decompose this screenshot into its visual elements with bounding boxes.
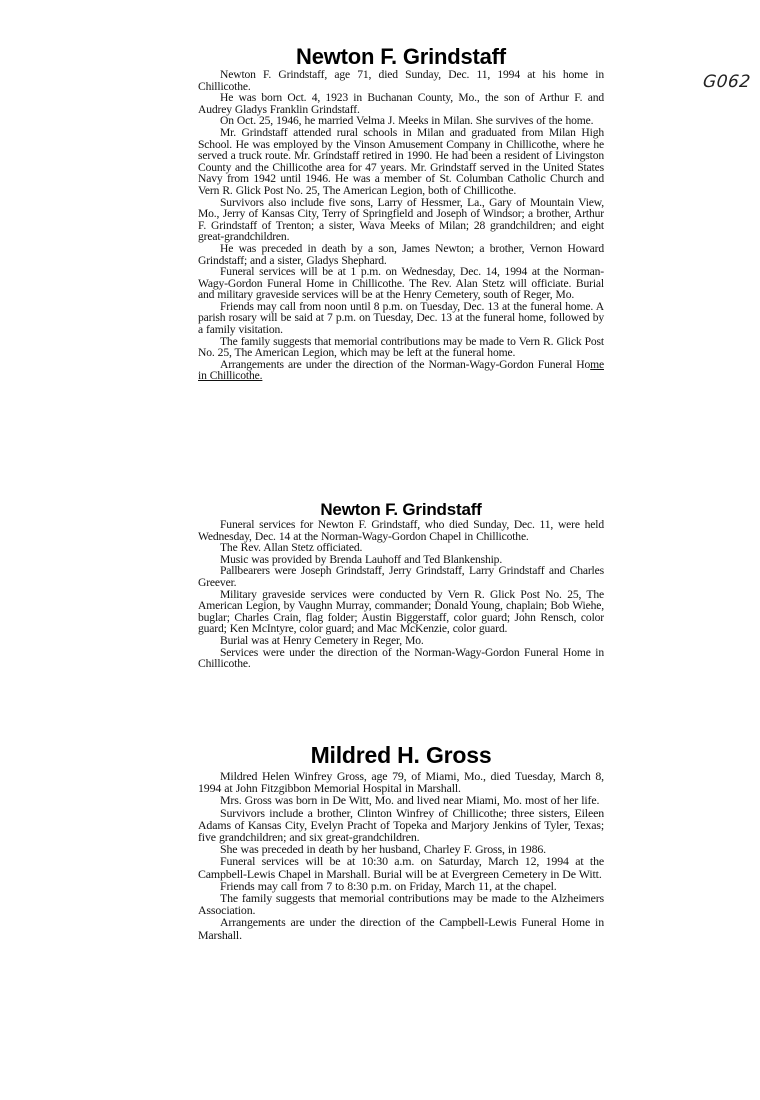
obituary-newton-grindstaff bbox=[198, 45, 604, 382]
obituary-paragraph: Funeral services will be at 1 p.m. on Wednesday, Dec. 14, 1994 at the Norman-Wagy-Gordon Funeral Home in Chillicothe. The Rev. Alan Stetz will officiate. Burial and military graveside services will be at the Henry Cemetery, south of Reger, Mo. bbox=[198, 265, 604, 302]
arrangements-underlined-text: me in Chillicothe. bbox=[198, 357, 604, 383]
obituary-paragraph: She was preceded in death by her husband, Charley F. Gross, in 1986. bbox=[220, 842, 546, 857]
obituary-paragraph: On Oct. 25, 1946, he married Velma J. Meeks in Milan. She survives of the home. bbox=[220, 114, 594, 128]
obituary-mildred-gross bbox=[198, 740, 604, 941]
obituary-paragraph-arrangements bbox=[198, 359, 604, 382]
obituary-paragraph: Funeral services will be at 10:30 a.m. on Saturday, March 12, 1994 at the Campbell-Lewis Chapel in Marshall. Burial will be at Evergreen Cemetery in De Witt. bbox=[198, 854, 604, 881]
obituary-heading: Mildred H. Gross bbox=[310, 742, 492, 768]
obituary-paragraph: Friends may call from noon until 8 p.m. on Tuesday, Dec. 13 at the funeral home. A parish rosary will be said at 7 p.m. on Tuesday, Dec. 13 at the funeral home, followed by a family visitation. bbox=[198, 299, 604, 337]
obituary-paragraph: Funeral services for Newton F. Grindstaff, who died Sunday, Dec. 11, were held Wednesday, Dec. 14 at the Norman-Wagy-Gordon Chapel in Chillicothe. bbox=[198, 518, 604, 543]
obituary-paragraph: Burial was at Henry Cemetery in Reger, Mo. bbox=[220, 633, 424, 647]
handwritten-note: G062 bbox=[701, 72, 752, 92]
obituary-paragraph: The family suggests that memorial contributions may be made to Vern R. Glick Post No. 25, The American Legion, which may be left at the funeral home. bbox=[198, 334, 604, 360]
obituary-paragraph: Mrs. Gross was born in De Witt, Mo. and lived near Miami, Mo. most of her life. bbox=[220, 793, 600, 808]
obituary-paragraph: Arrangements are under the direction of the Campbell-Lewis Funeral Home in Marshall. bbox=[198, 915, 604, 942]
obituary-heading: Newton F. Grindstaff bbox=[320, 500, 482, 519]
obituary-paragraph: He was born Oct. 4, 1923 in Buchanan County, Mo., the son of Arthur F. and Audrey Gladys Franklin Grindstaff. bbox=[198, 91, 604, 116]
obituary-paragraph: Music was provided by Brenda Lauhoff and Ted Blankenship. bbox=[220, 552, 503, 566]
obituary-paragraph: The Rev. Allan Stetz officiated. bbox=[220, 541, 363, 555]
obituary-heading: Newton F. Grindstaff bbox=[296, 44, 506, 69]
obituary-newton-grindstaff-services bbox=[198, 500, 604, 670]
arrangements-text: Arrangements are under the direction of the Norman-Wagy-Gordon Funeral Ho bbox=[220, 357, 591, 371]
obituary-paragraph: Survivors include a brother, Clinton Winfrey of Chillicothe; three sisters, Eileen Adams of Kansas City, Evelyn Pracht of Topeka and Marjory Jenkins of Tyler, Texas; five grandchildren; and six great-grandchildren. bbox=[198, 805, 604, 845]
obituary-paragraph: Military graveside services were conducted by Vern R. Glick Post No. 25, The American Legion, by Vaughn Murray, commander; Donald Young, chaplain; Bob Wiehe, buglar; Charles Crain, flag folder; Austin Biggerstaff, color guard; John Rensch, color guard; Ken McIntyre, color guard; and Mac McKenzie, color guard. bbox=[198, 587, 604, 636]
obituary-paragraph: Mildred Helen Winfrey Gross, age 79, of Miami, Mo., died Tuesday, March 8, 1994 at John Fitzgibbon Memorial Hospital in Marshall. bbox=[198, 769, 604, 796]
obituary-paragraph: Mr. Grindstaff attended rural schools in Milan and graduated from Milan High School. He was employed by the Vinson Amusement Company in Chillicothe, where he served a truck route. Mr. Grindstaff retired in 1990. He had been a resident of Livingston County and the Chillicothe area for 47 years. Mr. Grindstaff served in the United States Navy from 1942 until 1946. He was a member of St. Columban Catholic Church and Vern R. Glick Post No. 25, The American Legion, both of Chillicothe. bbox=[198, 125, 604, 197]
obituary-paragraph: Newton F. Grindstaff, age 71, died Sunday, Dec. 11, 1994 at his home in Chillicothe. bbox=[198, 68, 604, 93]
obituary-paragraph: He was preceded in death by a son, James Newton; a brother, Vernon Howard Grindstaff; and a sister, Gladys Shephard. bbox=[198, 241, 604, 267]
obituary-paragraph: Services were under the direction of the Norman-Wagy-Gordon Funeral Home in Chillicothe. bbox=[198, 645, 604, 671]
obituary-paragraph: The family suggests that memorial contributions may be made to the Alzheimers Association. bbox=[198, 891, 604, 918]
obituary-paragraph: Pallbearers were Joseph Grindstaff, Jerry Grindstaff, Larry Grindstaff and Charles Greever. bbox=[198, 564, 604, 589]
obituary-paragraph: Survivors also include five sons, Larry of Hessmer, La., Gary of Mountain View, Mo., Jerry of Kansas City, Terry of Springfield and Joseph of Windsor; a brother, Arthur F. Grindstaff of Trenton; a sister, Wava Meeks of Milan; 28 grandchildren; and eight great-grandchildren. bbox=[198, 195, 604, 244]
obituary-paragraph: Friends may call from 7 to 8:30 p.m. on Friday, March 11, at the chapel. bbox=[220, 878, 557, 893]
